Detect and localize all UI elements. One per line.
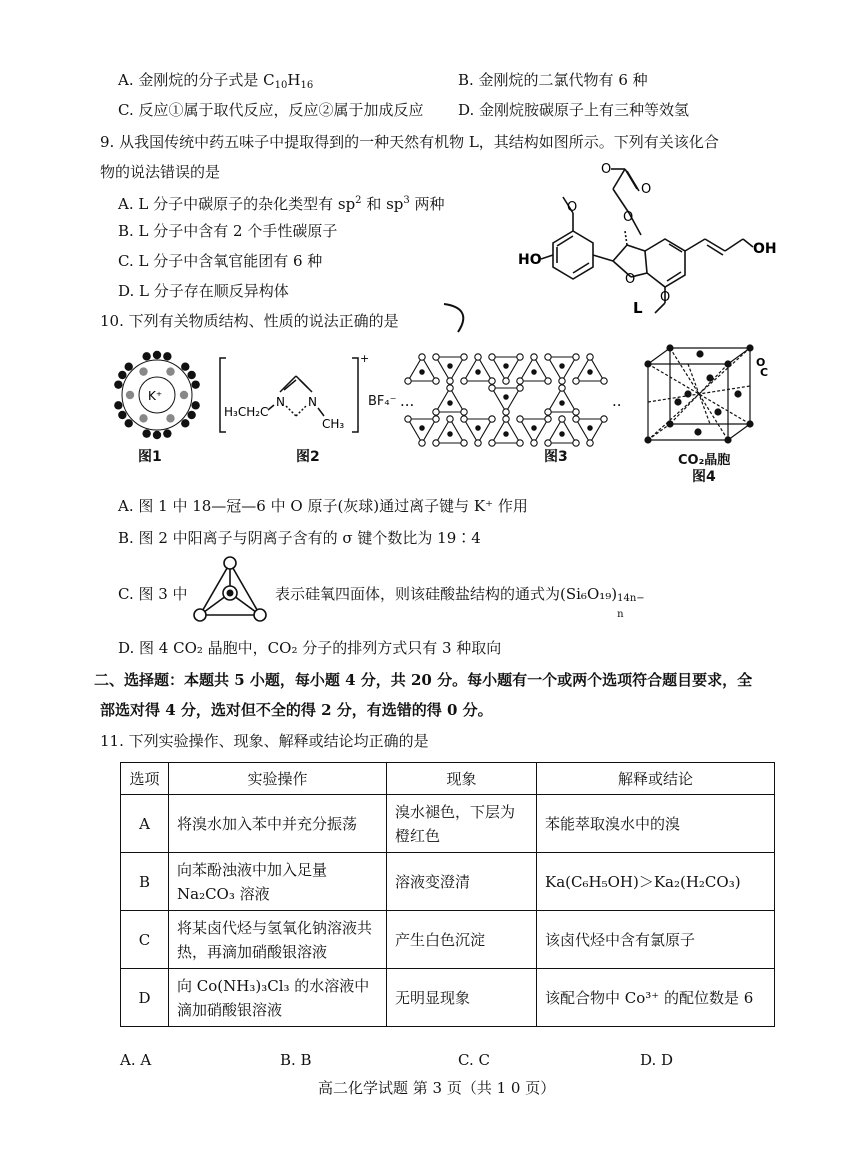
crown-atom <box>114 380 122 388</box>
crown-atom <box>187 411 195 419</box>
oxygen-atom <box>475 440 481 446</box>
oxygen-atom <box>461 440 467 446</box>
lattice-atom <box>644 436 651 443</box>
crown-atom <box>191 401 199 409</box>
oh-right-label: OH <box>753 241 777 257</box>
q9-stem-line2: 物的说法错误的是 <box>100 163 221 181</box>
oxygen-atom <box>489 440 495 446</box>
crown-atom <box>139 367 147 375</box>
silicon-atom <box>504 432 508 436</box>
oxygen-atom <box>559 378 565 384</box>
crown-atom <box>181 419 189 427</box>
table-row: B 向苯酚浊液中加入足量 Na₂CO₃ 溶液 溶液变澄清 Ka(C₆H₅OH)＞Ka₂(H₂CO₃) <box>121 853 775 911</box>
lattice-atom <box>724 436 731 443</box>
lattice-atom <box>666 420 673 427</box>
figure-4-co2-unit-cell <box>638 342 768 447</box>
oxygen-atom <box>545 354 551 360</box>
oxygen-atom <box>517 416 523 422</box>
oxygen-atom <box>419 440 425 446</box>
q9-option-c: C. L 分子中含氧官能团有 6 种 <box>118 252 323 270</box>
oxygen-atom <box>559 416 565 422</box>
oxygen-atom <box>447 416 453 422</box>
oxygen-atom <box>433 440 439 446</box>
q11-answer-c: C. C <box>458 1051 490 1069</box>
silicon-atom <box>588 426 592 430</box>
oxygen-atom <box>461 416 467 422</box>
silicon-atom <box>448 432 452 436</box>
crown-atom <box>118 371 126 379</box>
molecule-l-label: L <box>633 299 643 317</box>
svg-text:O: O <box>625 272 636 287</box>
crown-atom <box>118 411 126 419</box>
oxygen-atom <box>573 378 579 384</box>
oxygen-atom <box>405 416 411 422</box>
oxygen-atom <box>601 416 607 422</box>
figure-1-caption: 图1 <box>138 449 162 465</box>
q8-option-a: A. 金刚烷的分子式是 $C_{10}H_{16}$ <box>118 71 314 91</box>
oxygen-atom <box>489 378 495 384</box>
oxygen-atom <box>475 354 481 360</box>
lattice-atom <box>724 360 731 367</box>
oxygen-atom <box>517 378 523 384</box>
figure-1-crown-ether <box>100 345 215 445</box>
lattice-atom <box>746 420 753 427</box>
silicon-atom <box>588 370 592 374</box>
lattice-atom <box>684 390 691 397</box>
silicon-atom <box>532 370 536 374</box>
oxygen-atom <box>433 409 439 415</box>
svg-text:O: O <box>567 200 578 215</box>
crown-atom <box>163 352 171 360</box>
oxygen-atom <box>531 354 537 360</box>
page-footer: 高二化学试题 第 3 页（共 1 0 页） <box>318 1079 556 1097</box>
oxygen-atom <box>433 354 439 360</box>
figure-4-caption-line2: 图4 <box>692 469 716 485</box>
oxygen-atom <box>517 354 523 360</box>
q11-answer-b: B. B <box>280 1051 312 1069</box>
silicon-atom <box>560 432 564 436</box>
table-row: A 将溴水加入苯中并充分振荡 溴水褪色，下层为橙红色 苯能萃取溴水中的溴 <box>121 795 775 853</box>
silicon-atom <box>504 364 508 368</box>
oxygen-atom <box>489 416 495 422</box>
q11-table <box>120 762 775 1027</box>
lattice-atom <box>644 360 651 367</box>
crown-atom <box>142 352 150 360</box>
q10-option-a: A. 图 1 中 18—冠—6 中 O 原子(灰球)通过离子键与 K⁺ 作用 <box>118 497 528 515</box>
crown-atom <box>181 363 189 371</box>
section-2-heading-line1: 二、选择题：本题共 5 小题，每小题 4 分，共 20 分。每小题有一个或两个选项符合题目要求，全 <box>94 671 753 689</box>
oxygen-atom <box>587 354 593 360</box>
q9-option-a: A. L 分子中碳原子的杂化类型有 $sp^2$ 和 $sp^3$ 两种 <box>118 195 445 213</box>
ethyl-group-label: H₃CH₂C <box>224 405 269 419</box>
table-header: 选项 <box>121 763 169 795</box>
silicon-atom <box>504 395 508 399</box>
anion-label: BF₄⁻ <box>368 394 397 409</box>
lattice-atom <box>746 344 753 351</box>
lattice-atom <box>666 344 673 351</box>
q11-answer-a: A. A <box>120 1051 152 1069</box>
crown-atom <box>191 380 199 388</box>
q8-option-d: D. 金刚烷胺碳原子上有三种等效氢 <box>458 101 690 119</box>
crown-atom <box>139 414 147 422</box>
svg-text:O: O <box>641 182 652 197</box>
oxygen-atom <box>461 378 467 384</box>
nitrogen-2-label: N <box>308 395 317 409</box>
oh-left-label: HO <box>518 252 542 268</box>
crown-atom <box>166 414 174 422</box>
silicon-atom <box>476 370 480 374</box>
silicate-tetrahedron-icon <box>190 555 270 625</box>
crown-atom <box>114 401 122 409</box>
figure-3-silicate <box>410 345 610 455</box>
q9-option-b: B. L 分子中含有 2 个手性碳原子 <box>118 222 338 240</box>
lattice-atom <box>674 398 681 405</box>
oxygen-atom <box>433 416 439 422</box>
oxygen-atom <box>419 354 425 360</box>
nitrogen-1-label: N <box>276 395 285 409</box>
silicon-atom <box>448 401 452 405</box>
methyl-group-label: CH₃ <box>322 417 345 431</box>
lattice-atom <box>714 408 721 415</box>
oxygen-atom <box>503 409 509 415</box>
crown-atom <box>187 371 195 379</box>
oxygen-atom <box>405 378 411 384</box>
figure-2-ionic-liquid <box>218 350 368 440</box>
q10-option-c-text: 表示硅氧四面体，则该硅酸盐结构的通式为(Si₆O₁₉) 14n− n <box>275 585 645 620</box>
oxygen-atom <box>545 416 551 422</box>
oxygen-atom <box>503 416 509 422</box>
crown-atom <box>125 419 133 427</box>
oxygen-atom <box>517 385 523 391</box>
silicon-atom <box>560 401 564 405</box>
oxygen-label: O <box>756 356 766 369</box>
oxygen-atom <box>461 354 467 360</box>
crown-atom <box>153 351 161 359</box>
crown-atom <box>126 391 134 399</box>
table-header: 实验操作 <box>169 763 387 795</box>
carbon-label: C <box>760 366 769 379</box>
lattice-atom <box>694 428 701 435</box>
q10-option-c-prefix: C. 图 3 中 <box>118 585 188 603</box>
figure-3-ellipsis-left: ··· <box>400 396 415 414</box>
oxygen-atom <box>447 378 453 384</box>
q9-stem-line1: 9. 从我国传统中药五味子中提取得到的一种天然有机物 L，其结构如图所示。下列有关该化合 <box>100 133 719 151</box>
crown-atom <box>153 431 161 439</box>
q10-stem: 10. 下列有关物质结构、性质的说法正确的是 <box>100 312 399 330</box>
oxygen-atom <box>573 354 579 360</box>
q8-option-b: B. 金刚烷的二氯代物有 6 种 <box>458 71 648 89</box>
molecule-l-structure <box>515 155 785 315</box>
q9-option-d: D. L 分子存在顺反异构体 <box>118 282 289 300</box>
q11-answer-d: D. D <box>640 1051 674 1069</box>
oxygen-atom <box>559 385 565 391</box>
svg-text:O: O <box>601 162 612 177</box>
crown-atom <box>163 429 171 437</box>
svg-text:O: O <box>660 290 671 305</box>
q8-option-c: C. 反应①属于取代反应，反应②属于加成反应 <box>118 101 424 119</box>
figure-3-caption: 图3 <box>544 449 568 465</box>
table-row: D 向 Co(NH₃)₃Cl₃ 的水溶液中滴加硝酸银溶液 无明显现象 该配合物中 Co³⁺ 的配位数是 6 <box>121 969 775 1027</box>
lattice-atom <box>706 374 713 381</box>
oxygen-atom <box>503 378 509 384</box>
table-row: C 将某卤代烃与氢氧化钠溶液共热，再滴加硝酸银溶液 产生白色沉淀 该卤代烃中含有氯原子 <box>121 911 775 969</box>
silicon-atom <box>476 426 480 430</box>
oxygen-atom <box>573 416 579 422</box>
oxygen-atom <box>489 385 495 391</box>
oxygen-atom <box>461 409 467 415</box>
table-header: 解释或结论 <box>537 763 775 795</box>
oxygen-atom <box>517 440 523 446</box>
silicon-atom <box>532 426 536 430</box>
pen-mark <box>440 298 480 338</box>
table-header: 现象 <box>387 763 537 795</box>
q11-stem: 11. 下列实验操作、现象、解释或结论均正确的是 <box>100 732 429 750</box>
oxygen-atom <box>573 440 579 446</box>
crown-atom <box>142 429 150 437</box>
oxygen-atom <box>573 409 579 415</box>
crown-atom <box>125 363 133 371</box>
q10-option-b: B. 图 2 中阳离子与阴离子含有的 σ 键个数比为 19∶4 <box>118 529 481 547</box>
oxygen-atom <box>601 378 607 384</box>
q10-option-d: D. 图 4 CO₂ 晶胞中，CO₂ 分子的排列方式只有 3 种取向 <box>118 639 502 657</box>
silicon-atom <box>420 426 424 430</box>
oxygen-atom <box>545 409 551 415</box>
silicon-atom <box>560 364 564 368</box>
figure-4-caption-line1: CO₂晶胞 <box>678 453 731 468</box>
figure-3-ellipsis-right: ·· <box>612 396 622 414</box>
oxygen-atom <box>587 440 593 446</box>
crown-atom <box>166 367 174 375</box>
cation-charge: + <box>360 352 370 365</box>
oxygen-atom <box>531 440 537 446</box>
silicon-atom <box>420 370 424 374</box>
lattice-atom <box>696 350 703 357</box>
oxygen-atom <box>433 378 439 384</box>
oxygen-atom <box>489 354 495 360</box>
silicon-atom <box>448 364 452 368</box>
oxygen-atom <box>447 385 453 391</box>
lattice-atom <box>734 390 741 397</box>
svg-text:O: O <box>623 210 634 225</box>
oxygen-atom <box>545 378 551 384</box>
figure-2-caption: 图2 <box>296 449 320 465</box>
potassium-ion-label: K⁺ <box>148 389 163 403</box>
crown-atom <box>180 391 188 399</box>
section-2-heading-line2: 部选对得 4 分，选对但不全的得 2 分，有选错的得 0 分。 <box>100 701 493 719</box>
